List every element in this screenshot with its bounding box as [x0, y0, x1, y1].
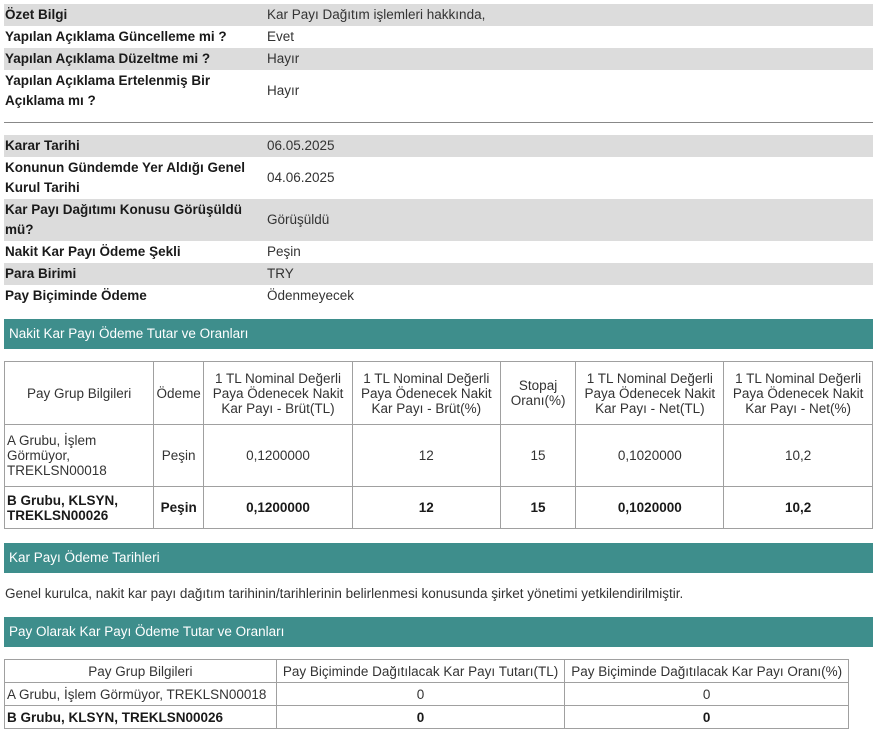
- summary-row: [4, 48, 873, 70]
- table-cell: 10,2: [724, 425, 873, 487]
- table-cell: 0,1020000: [576, 487, 724, 529]
- details-value: 04.06.2025: [267, 170, 335, 185]
- dates-note: Genel kurulca, nakit kar payı dağıtım tarihinin/tarihlerinin belirlenmesi konusunda şirket yönetimi yetkilendirilmiştir.: [5, 586, 684, 601]
- table-header-row: [5, 660, 849, 683]
- column-header: Pay Grup Bilgileri: [5, 660, 277, 683]
- table-cell: 0: [276, 706, 565, 729]
- details-value: Görüşüldü: [267, 212, 330, 227]
- details-row: [4, 135, 873, 157]
- column-header: 1 TL Nominal Değerli Paya Ödenecek Nakit Kar Payı - Brüt(TL): [204, 362, 353, 425]
- share-dividend-table: [4, 659, 849, 729]
- summary-key: Yapılan Açıklama Güncelleme mi ?: [5, 29, 227, 44]
- details-row: [4, 263, 873, 285]
- details-key: Nakit Kar Payı Ödeme Şekli: [5, 244, 181, 259]
- table-header-row: [5, 362, 873, 425]
- details-row: [4, 157, 873, 199]
- details-key: Pay Biçiminde Ödeme: [5, 288, 147, 303]
- table-cell: Peşin: [154, 425, 204, 487]
- table-cell: 12: [352, 425, 500, 487]
- summary-key: Özet Bilgi: [5, 7, 68, 22]
- table-cell: 12: [352, 487, 500, 529]
- table-row: [5, 425, 873, 487]
- table-cell: 0: [276, 683, 565, 706]
- summary-table: [4, 4, 873, 112]
- dates-section-header: Kar Payı Ödeme Tarihleri: [4, 543, 873, 573]
- summary-value: Hayır: [267, 51, 300, 66]
- summary-row: [4, 4, 873, 26]
- table-cell: 0: [565, 706, 849, 729]
- details-key: Konunun Gündemde Yer Aldığı Genel Kurul Tarihi: [5, 160, 246, 195]
- table-cell: Peşin: [154, 487, 204, 529]
- table-cell: 0,1200000: [204, 487, 353, 529]
- table-cell: B Grubu, KLSYN, TREKLSN00026: [5, 706, 277, 729]
- details-row: [4, 285, 873, 307]
- table-cell: 0,1020000: [576, 425, 724, 487]
- table-cell: B Grubu, KLSYN, TREKLSN00026: [5, 487, 154, 529]
- table-row: [5, 706, 849, 729]
- details-key: Para Birimi: [5, 266, 77, 281]
- divider: [4, 122, 873, 123]
- column-header: Pay Biçiminde Dağıtılacak Kar Payı Tutarı(TL): [276, 660, 565, 683]
- summary-row: [4, 70, 873, 112]
- details-row: [4, 241, 873, 263]
- table-cell: 10,2: [724, 487, 873, 529]
- details-value: 06.05.2025: [267, 138, 335, 153]
- column-header: Pay Grup Bilgileri: [5, 362, 154, 425]
- details-key: Karar Tarihi: [5, 138, 80, 153]
- table-cell: 0,1200000: [204, 425, 353, 487]
- column-header: 1 TL Nominal Değerli Paya Ödenecek Nakit Kar Payı - Net(TL): [576, 362, 724, 425]
- details-value: TRY: [267, 266, 294, 281]
- summary-row: [4, 26, 873, 48]
- table-cell: 0: [565, 683, 849, 706]
- share-section-header: Pay Olarak Kar Payı Ödeme Tutar ve Oranları: [4, 617, 873, 647]
- summary-key: Yapılan Açıklama Ertelenmiş Bir Açıklama mı ?: [5, 73, 211, 108]
- table-cell: A Grubu, İşlem Görmüyor, TREKLSN00018: [5, 425, 154, 487]
- summary-key: Yapılan Açıklama Düzeltme mi ?: [5, 51, 211, 66]
- summary-value: Kar Payı Dağıtım işlemleri hakkında,: [267, 7, 486, 22]
- column-header: 1 TL Nominal Değerli Paya Ödenecek Nakit Kar Payı - Brüt(%): [352, 362, 500, 425]
- summary-value: Hayır: [267, 83, 300, 98]
- column-header: Ödeme: [154, 362, 204, 425]
- column-header: Stopaj Oranı(%): [500, 362, 576, 425]
- details-key: Kar Payı Dağıtımı Konusu Görüşüldü mü?: [5, 202, 243, 237]
- column-header: 1 TL Nominal Değerli Paya Ödenecek Nakit Kar Payı - Net(%): [724, 362, 873, 425]
- summary-value: Evet: [267, 29, 295, 44]
- table-row: [5, 683, 849, 706]
- details-table: [4, 135, 873, 307]
- table-row: [5, 487, 873, 529]
- cash-section-header: Nakit Kar Payı Ödeme Tutar ve Oranları: [4, 319, 873, 349]
- details-row: [4, 199, 873, 241]
- column-header: Pay Biçiminde Dağıtılacak Kar Payı Oranı(%): [565, 660, 849, 683]
- table-cell: 15: [500, 487, 576, 529]
- table-cell: A Grubu, İşlem Görmüyor, TREKLSN00018: [5, 683, 277, 706]
- cash-dividend-table: [4, 361, 873, 529]
- details-value: Peşin: [267, 244, 301, 259]
- table-cell: 15: [500, 425, 576, 487]
- details-value: Ödenmeyecek: [267, 288, 355, 303]
